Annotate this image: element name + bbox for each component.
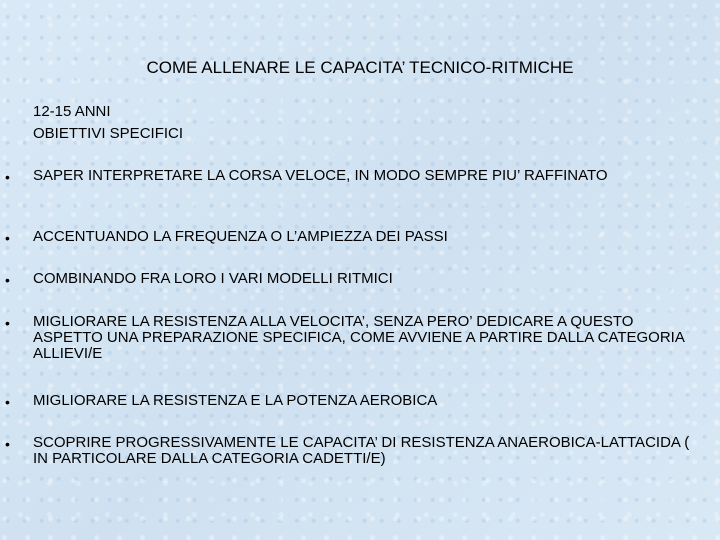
slide-title: COME ALLENARE LE CAPACITA’ TECNICO-RITMICHE — [146, 58, 574, 77]
bullet-dot-icon: • — [5, 436, 10, 452]
bullet-dot-icon: • — [5, 230, 10, 246]
subtitle-block — [33, 101, 183, 145]
bullet-dot-icon: • — [5, 272, 10, 288]
bullet-text: MIGLIORARE LA RESISTENZA E LA POTENZA AEROBICA — [33, 392, 438, 409]
bullet-dot-icon: • — [5, 315, 10, 331]
bullet-text: MIGLIORARE LA RESISTENZA ALLA VELOCITA’, SENZA PERO’ DEDICARE A QUESTO ASPETTO UNA PREPARAZIONE SPECIFICA, COME AVVIENE A PARTIRE DALLA CATEGORIA ALLIEVI/E — [33, 313, 685, 362]
bullet-text: ACCENTUANDO LA FREQUENZA O L’AMPIEZZA DEI PASSI — [33, 228, 448, 245]
bullet-text: SCOPRIRE PROGRESSIVAMENTE LE CAPACITA’ DI RESISTENZA ANAEROBICA-LATTACIDA ( IN PARTICOLARE DALLA CATEGORIA CADETTI/E) — [33, 434, 690, 467]
bullet-text: SAPER INTERPRETARE LA CORSA VELOCE, IN MODO SEMPRE PIU’ RAFFINATO — [33, 167, 608, 184]
objectives-heading: OBIETTIVI SPECIFICI — [33, 125, 184, 142]
bullet-dot-icon: • — [5, 394, 10, 410]
bullet-text: COMBINANDO FRA LORO I VARI MODELLI RITMICI — [33, 270, 393, 287]
bullet-dot-icon: • — [5, 169, 10, 185]
age-range: 12-15 ANNI — [33, 103, 111, 120]
